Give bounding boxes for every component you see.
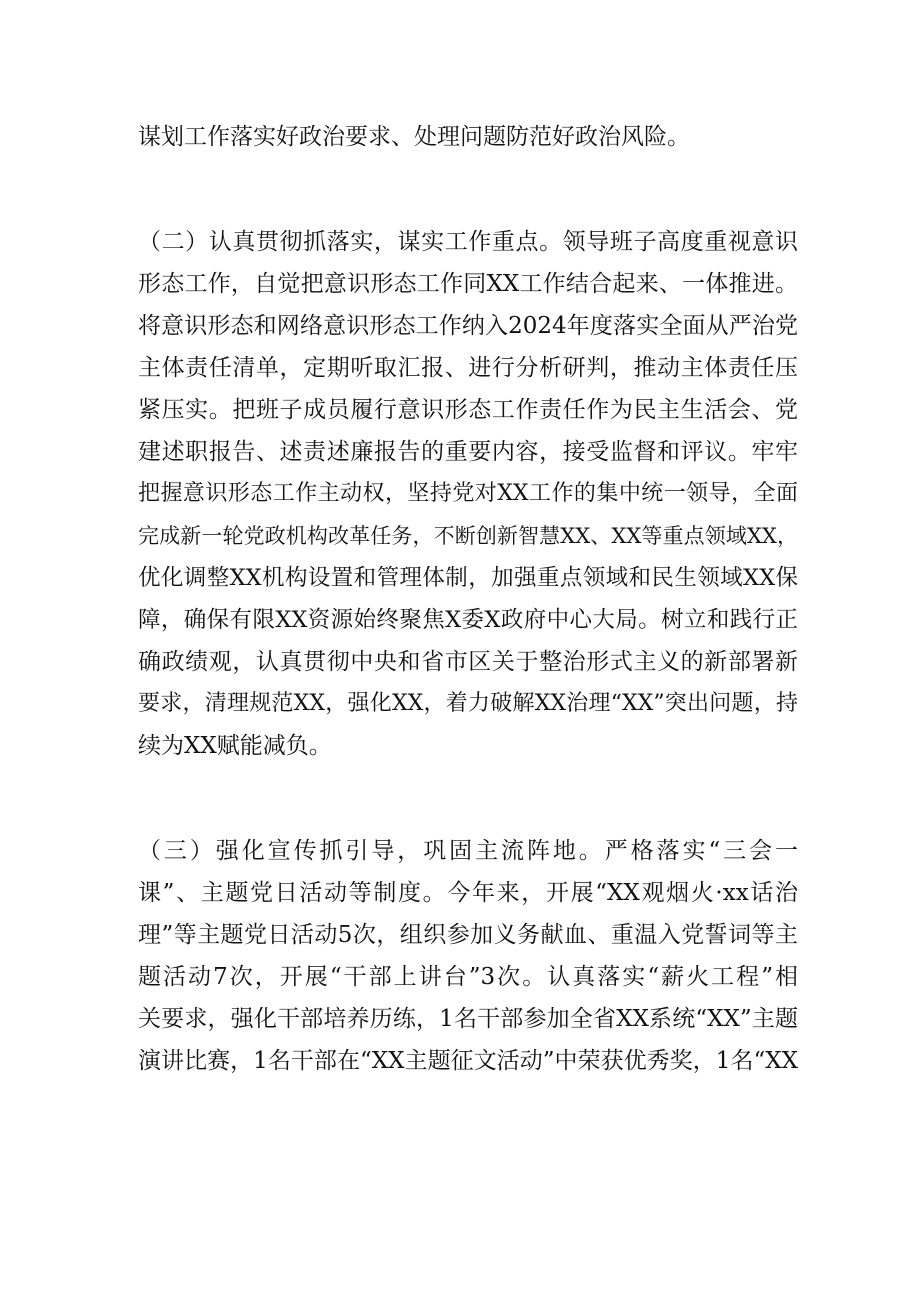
paragraph-line: 完成新一轮党政机构改革任务，不断创新智慧XX、XX等重点领域XX，: [138, 524, 798, 548]
paragraph-line: 形态工作，自觉把意识形态工作同XX工作结合起来、一体推进。: [138, 271, 798, 297]
paragraph-line: 优化调整XX机构设置和管理体制，加强重点领域和民生领域XX保: [138, 565, 798, 591]
paragraph-line: 续为XX赋能减负。: [138, 733, 332, 759]
paragraph-line: 演讲比赛，1名干部在“XX主题征文活动”中荣获优秀奖，1名“XX: [138, 1048, 798, 1074]
paragraph-line: 紧压实。把班子成员履行意识形态工作责任作为民主生活会、党: [138, 397, 798, 423]
paragraph-line: 主体责任清单，定期听取汇报、进行分析研判，推动主体责任压: [138, 355, 798, 381]
paragraph-line: 理”等主题党日活动5次，组织参加义务献血、重温入党誓词等主: [138, 922, 798, 948]
paragraph-line: 谋划工作落实好政治要求、处理问题防范好政治风险。: [138, 124, 690, 150]
section-heading-line: （二）认真贯彻抓落实，谋实工作重点。领导班子高度重视意识: [138, 229, 798, 255]
paragraph-line: 课”、主题党日活动等制度。今年来，开展“XX观烟火·xx话治: [138, 880, 798, 906]
paragraph-line: 题活动7次，开展“干部上讲台”3次。认真落实“薪火工程”相: [138, 964, 798, 990]
paragraph-line: 确政绩观，认真贯彻中央和省市区关于整治形式主义的新部署新: [138, 649, 798, 675]
paragraph-line: 障，确保有限XX资源始终聚焦X委X政府中心大局。树立和践行正: [138, 607, 798, 633]
paragraph-line: 将意识形态和网络意识形态工作纳入2024年度落实全面从严治党: [138, 313, 798, 339]
paragraph-line: 关要求，强化干部培养历练，1名干部参加全省XX系统“XX”主题: [138, 1006, 798, 1032]
paragraph-line: 要求，清理规范XX，强化XX，着力破解XX治理“XX”突出问题，持: [138, 691, 798, 716]
paragraph-line: 把握意识形态工作主动权，坚持党对XX工作的集中统一领导，全面: [138, 481, 798, 506]
paragraph-line: 建述职报告、述责述廉报告的重要内容，接受监督和评议。牢牢: [138, 439, 798, 465]
section-heading-line: （三）强化宣传抓引导，巩固主流阵地。严格落实“三会一: [138, 838, 798, 864]
